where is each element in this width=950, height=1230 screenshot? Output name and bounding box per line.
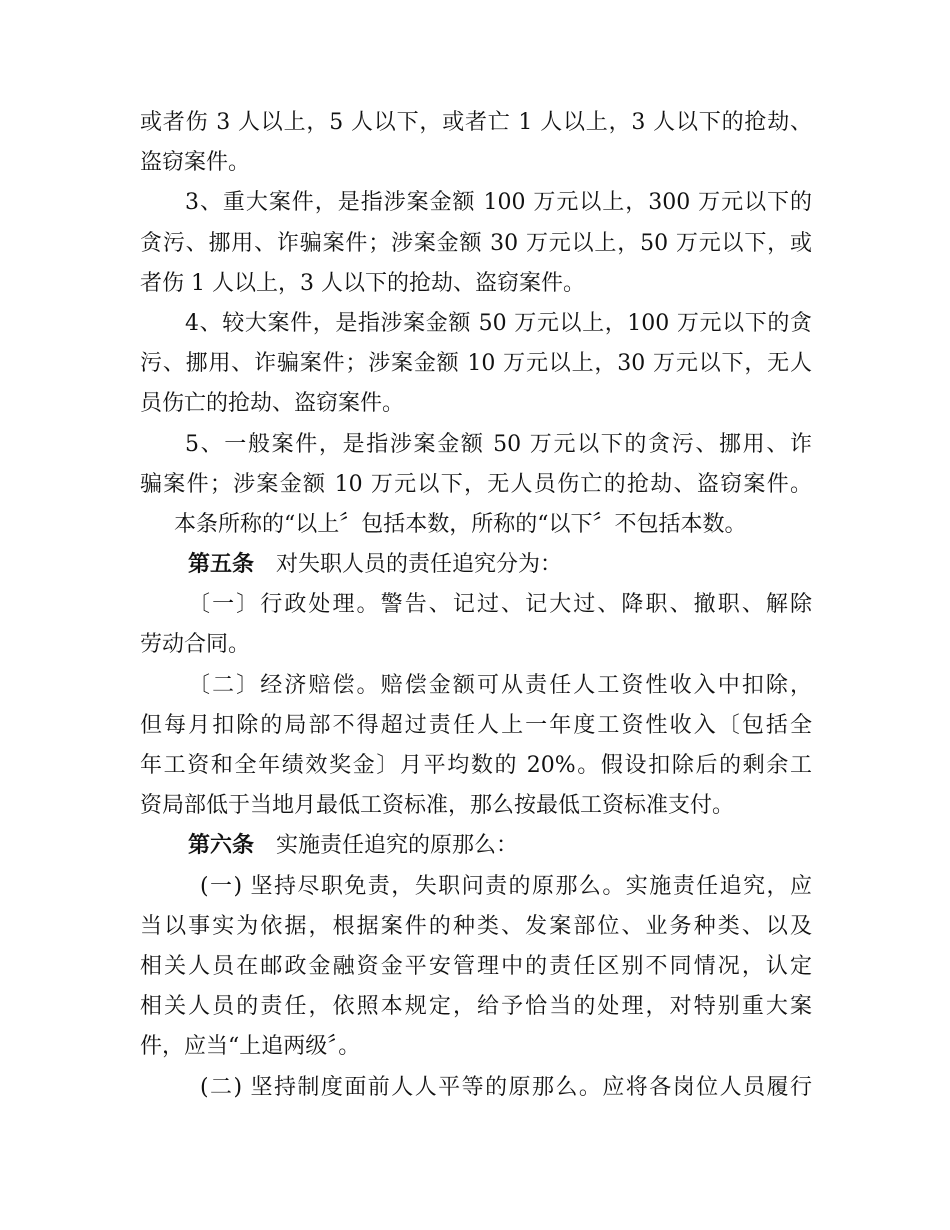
text-line: 者伤 1 人以上，3 人以下的抢劫、盗窃案件。 — [140, 270, 585, 296]
article-text: 对失职人员的责任追究分为： — [276, 552, 563, 578]
text-line: 年工资和全年绩效奖金〕月平均数的 20%。假设扣除后的剩余工 — [140, 753, 812, 778]
text-line: 相关人员的责任，依照本规定，给予恰当的处理，对特别重大案 — [140, 994, 812, 1020]
text-line: 5、一般案件，是指涉案金额 50 万元以下的贪污、挪用、诈 — [185, 431, 812, 457]
article-heading: 第六条 — [188, 833, 255, 859]
text-line: 〔二〕经济赔偿。赔偿金额可从责任人工资性收入中扣除， — [188, 672, 812, 698]
article-heading-line — [140, 826, 812, 866]
text-line: 当以事实为依据，根据案件的种类、发案部位、业务种类、以及 — [140, 913, 812, 939]
text-line: 相关人员在邮政金融资金平安管理中的责任区别不同情况，认定 — [140, 953, 812, 979]
text-line: 贪污、挪用、诈骗案件；涉案金额 30 万元以上，50 万元以下，或 — [140, 230, 812, 256]
text-line: 污、挪用、诈骗案件；涉案金额 10 万元以上，30 万元以下，无人 — [140, 351, 812, 377]
article-heading: 第五条 — [188, 552, 255, 578]
article-heading-line — [140, 545, 812, 585]
text-line: 4、较大案件，是指涉案金额 50 万元以上，100 万元以下的贪 — [185, 310, 812, 336]
text-line: 3、重大案件，是指涉案金额 100 万元以上，300 万元以下的 — [185, 190, 812, 216]
text-line: 件，应当“上追两级〞。 — [140, 1034, 361, 1060]
article-text: 实施责任追究的原那么： — [276, 833, 519, 859]
text-line: (二) 坚持制度面前人人平等的原那么。应将各岗位人员履行 — [200, 1074, 812, 1100]
text-line: 盗窃案件。 — [140, 150, 251, 176]
text-line: 或者伤 3 人以上，5 人以下，或者亡 1 人以上，3 人以下的抢劫、 — [140, 110, 812, 135]
text-line: 资局部低于当地月最低工资标准，那么按最低工资标准支付。 — [140, 793, 735, 819]
text-line: 本条所称的“以上〞包括本数，所称的“以下〞不包括本数。 — [174, 511, 747, 537]
text-line: 但每月扣除的局部不得超过责任人上一年度工资性收入〔包括全 — [140, 712, 812, 738]
text-line: 骗案件；涉案金额 10 万元以下，无人员伤亡的抢劫、盗窃案件。 — [140, 471, 812, 497]
text-line: 〔一〕行政处理。警告、记过、记大过、降职、撤职、解除 — [188, 592, 812, 618]
text-line: (一) 坚持尽职免责，失职问责的原那么。实施责任追究，应 — [200, 873, 812, 899]
document-body — [140, 103, 812, 1108]
text-line: 劳动合同。 — [140, 632, 251, 658]
text-line: 员伤亡的抢劫、盗窃案件。 — [140, 391, 405, 417]
